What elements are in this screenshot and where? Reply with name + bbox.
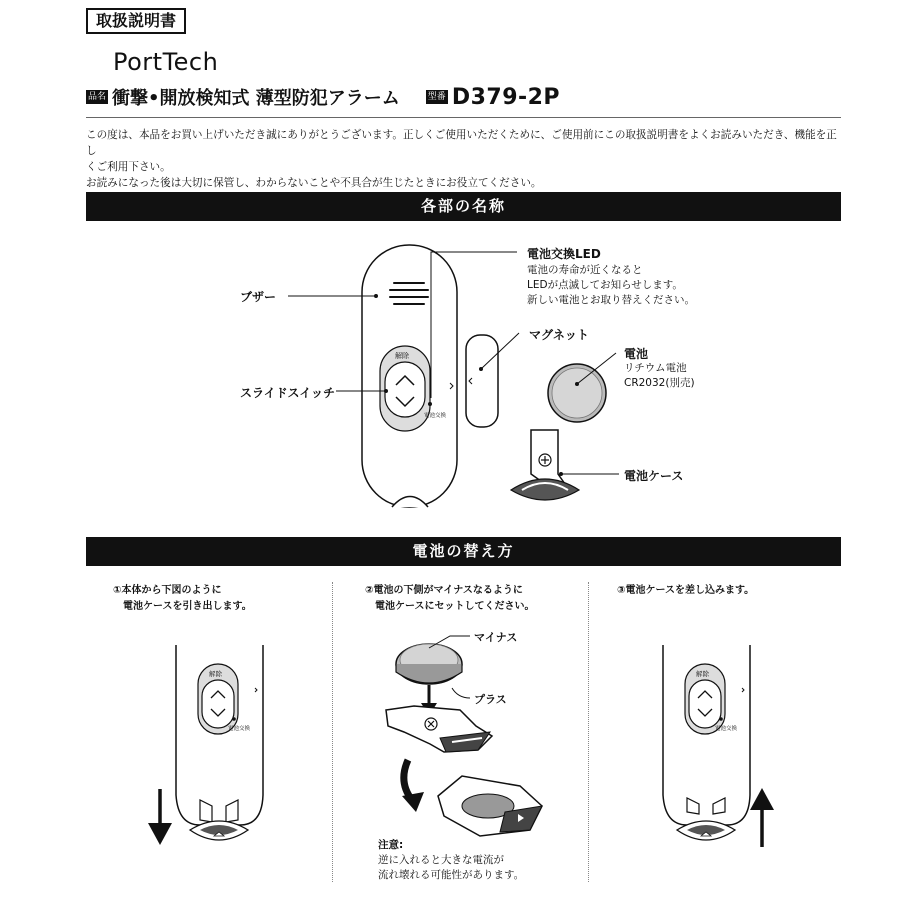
step1-line: ①本体から下図のように	[113, 585, 222, 596]
step2-battery-illustration	[396, 644, 462, 684]
manual-title-box: 取扱説明書	[86, 8, 186, 34]
intro-line: くご利用下さい。	[86, 161, 171, 173]
buzzer-label: ブザー	[240, 290, 277, 304]
led-desc-line: 電池の寿命が近くなると	[527, 264, 643, 276]
slide-switch-label: スライドスイッチ	[240, 386, 336, 400]
step1-line: 電池ケースを引き出します。	[123, 601, 252, 612]
battery-label: 電池	[624, 347, 649, 361]
brand-name: PortTech	[113, 48, 219, 76]
caution-line: 逆に入れると大きな電流が	[378, 854, 504, 866]
model-tag: 型番	[427, 92, 446, 102]
led-desc-line: 新しい電池とお取り替えください。	[527, 294, 695, 306]
switch-release-label: 解除	[395, 352, 409, 360]
replace-section-banner: 電池の替え方	[86, 537, 841, 566]
step3-line: ③電池ケースを差し込みます。	[617, 585, 755, 596]
led-desc-line: LEDが点滅してお知らせします。	[527, 279, 683, 291]
parts-section-banner: 各部の名称	[86, 192, 841, 221]
led-label: 電池交換LED	[527, 247, 601, 261]
intro-line: この度は、本品をお買い上げいただき誠にありがとうございます。正しくご使用いただくために、ご使用前にこの取扱説明書をよくお読みいただき、機能を正し	[86, 129, 837, 157]
step3-switch-label: 解除	[696, 670, 709, 678]
battery-change-mark: 電池交換	[424, 413, 447, 419]
magnet-label: マグネット	[529, 328, 589, 342]
product-name-tag: 品名	[88, 92, 107, 102]
step1-battery-change-mark: 電池交換	[228, 726, 251, 732]
product-name: 衝撃•開放検知式 薄型防犯アラーム	[112, 88, 400, 109]
minus-label: マイナス	[474, 631, 518, 644]
step2-case-assembled-illustration	[438, 776, 542, 836]
rotate-arrow-icon	[402, 760, 424, 812]
battery-case-label: 電池ケース	[624, 469, 684, 483]
up-arrow-icon	[750, 788, 774, 847]
step3-battery-change-mark: 電池交換	[715, 726, 738, 732]
caution-title: 注意:	[378, 839, 404, 851]
model-number: D379-2P	[451, 84, 561, 110]
plus-label: プラス	[474, 693, 507, 706]
battery-desc-line: CR2032(別売)	[624, 377, 695, 389]
down-arrow-icon	[148, 789, 172, 845]
step2-line: ②電池の下側がマイナスなるように	[365, 585, 523, 596]
step2-line: 電池ケースにセットしてください。	[375, 601, 535, 612]
caution-note	[378, 838, 524, 883]
battery-desc-line: リチウム電池	[624, 362, 687, 374]
caution-line: 流れ壊れる可能性があります。	[378, 869, 525, 881]
intro-line: お読みになった後は大切に保管し、わからないことや不具合が生じたときにお役立てください。	[86, 177, 542, 189]
step2-case-illustration	[386, 706, 492, 752]
step1-switch-label: 解除	[209, 670, 222, 678]
